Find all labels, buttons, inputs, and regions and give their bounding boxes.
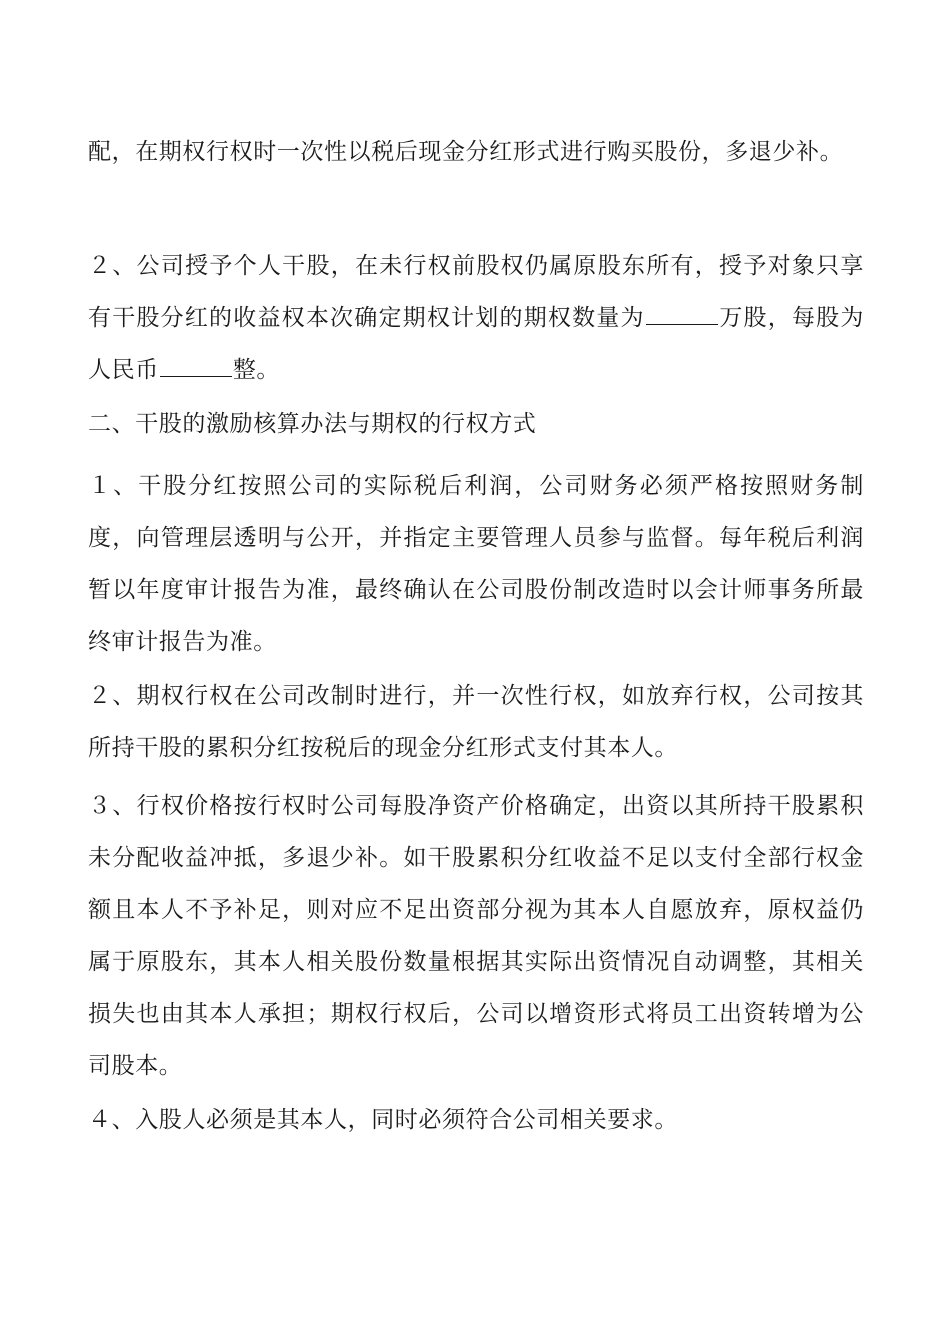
paragraph-item-4-requirement xyxy=(88,1094,864,1146)
paragraph-text: 整。 xyxy=(232,357,281,383)
paragraph-text: 配，在期权行权时一次性以税后现金分红形式进行购买股份，多退少补。 xyxy=(88,139,844,165)
section-heading xyxy=(88,398,864,450)
paragraph-continuation xyxy=(88,126,864,178)
paragraph-text: ４、入股人必须是其本人，同时必须符合公司相关要求。 xyxy=(88,1107,678,1133)
paragraph-item-3-price xyxy=(88,780,864,1092)
paragraph-text: ２、期权行权在公司改制时进行，并一次性行权，如放弃行权，公司按其所持干股的累积分红按税后的现金分红形式支付其本人。 xyxy=(88,683,864,761)
heading-text: 二、干股的激励核算办法与期权的行权方式 xyxy=(88,411,537,437)
fill-in-blank-price[interactable] xyxy=(160,356,232,377)
paragraph-text: ２、公司授予个人干股，在未行权前股权仍属原股东所有，授予对象只享有干股分红的收益权本次确定期权计划的期权数量为 xyxy=(88,253,864,331)
fill-in-blank-shares[interactable] xyxy=(646,304,718,325)
paragraph-item-2-exercise xyxy=(88,670,864,774)
paragraph-text: ３、行权价格按行权时公司每股净资产价格确定，出资以其所持干股累积未分配收益冲抵，多退少补。如干股累积分红收益不足以支付全部行权金额且本人不予补足，则对应不足出资部分视为其本人自愿放弃，原权益仍属于原股东，其本人相关股份数量根据其实际出资情况自动调整，其相关损失也由其本人承担；期权行权后，公司以增资形式将员工出资转增为公司股本。 xyxy=(88,793,864,1079)
paragraph-text: 万股，每股为人民币 xyxy=(88,305,864,383)
paragraph-text: １、干股分红按照公司的实际税后利润，公司财务必须严格按照财务制度，向管理层透明与公开，并指定主要管理人员参与监督。每年税后利润暂以年度审计报告为准，最终确认在公司股份制改造时以会计师事务所最终审计报告为准。 xyxy=(88,473,864,655)
paragraph-item-1-dividend xyxy=(88,460,864,668)
paragraph-item-2-grant xyxy=(88,240,864,396)
